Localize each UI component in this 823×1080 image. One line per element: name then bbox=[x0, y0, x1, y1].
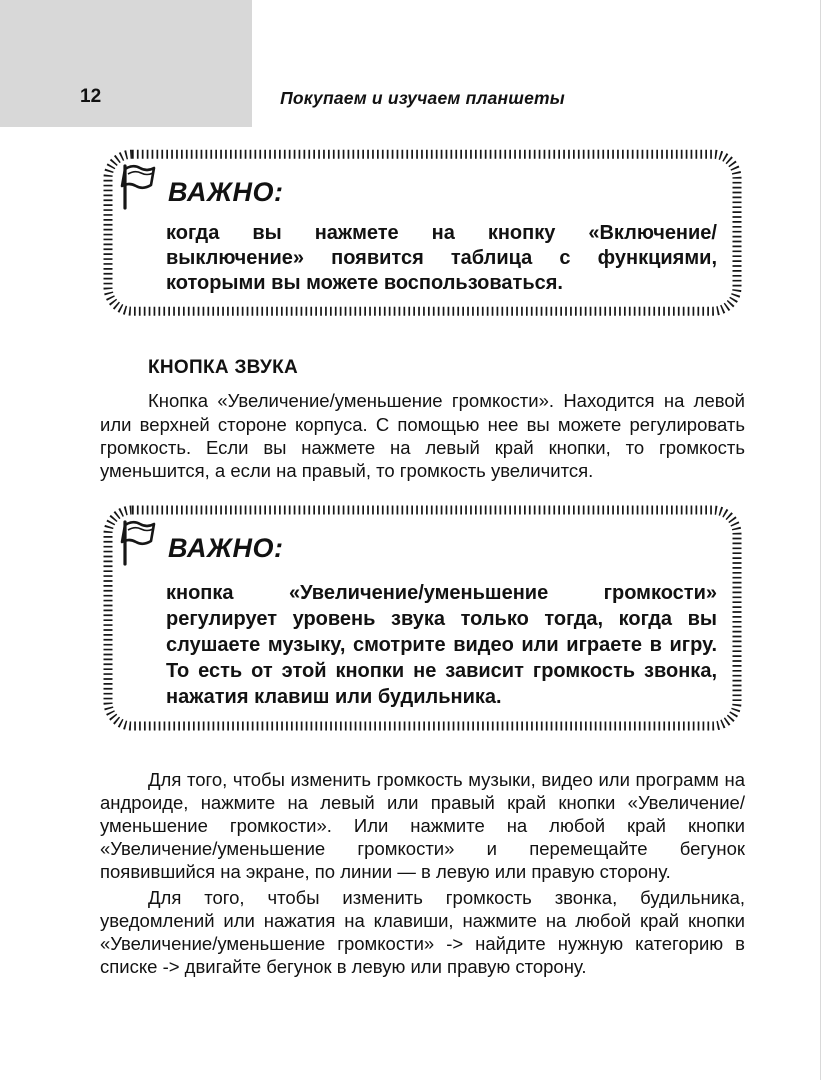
flag-icon bbox=[116, 518, 160, 566]
important-text: когда вы нажмете на кнопку «Включение/выключение» появится таблица с функциями, которыми вы можете воспользоваться. bbox=[166, 222, 717, 294]
important-text: кнопка «Увеличение/уменьшение громкости» регулирует уровень звука только тогда, когда вы слушаете музыку, смотрите видео или играете в игру. То есть от этой кнопки не зависит громкость звонка, нажатия клавиш или будильника. bbox=[166, 581, 717, 708]
paragraph: Для того, чтобы изменить громкость музыки, видео или программ на андроиде, нажмите на левый или правый край кнопки «Увеличение/уменьшение громкости». Или нажмите на любой край кнопки «Увеличение/уменьшение громкости» и перемещайте бегунок появившийся на экране, по линии — в левую или правую сторону. bbox=[100, 768, 745, 883]
page-content bbox=[100, 146, 745, 978]
important-box-2 bbox=[100, 502, 745, 734]
important-label: ВАЖНО: bbox=[168, 532, 284, 563]
body-paragraphs bbox=[100, 768, 745, 978]
important-heading bbox=[116, 162, 717, 210]
important-box-1 bbox=[100, 146, 745, 319]
page-number: 12 bbox=[80, 86, 102, 107]
running-header: Покупаем и изучаем планшеты bbox=[280, 88, 565, 108]
section-title: КНОПКА ЗВУКА bbox=[148, 357, 298, 379]
scan-artifact-edge bbox=[820, 0, 821, 1080]
paragraph: Для того, чтобы изменить громкость звонка, будильника, уведомлений или нажатия на клавиши, нажмите на любой край кнопки «Увеличение/уменьшение громкости» -> найдите нужную категорию в списке -> двигайте бегунок в левую или правую сторону. bbox=[100, 886, 745, 977]
important-label: ВАЖНО: bbox=[168, 177, 284, 207]
section-paragraph: Кнопка «Увеличение/уменьшение громкости». Находится на левой или верхней стороне корпуса. С помощью нее вы можете регулировать громкость. Если вы нажмете на левый край кнопки, то громкость уменьшится, а если на правый, то громкость увеличится. bbox=[100, 390, 745, 481]
flag-icon bbox=[116, 162, 160, 210]
important-heading bbox=[116, 518, 717, 566]
